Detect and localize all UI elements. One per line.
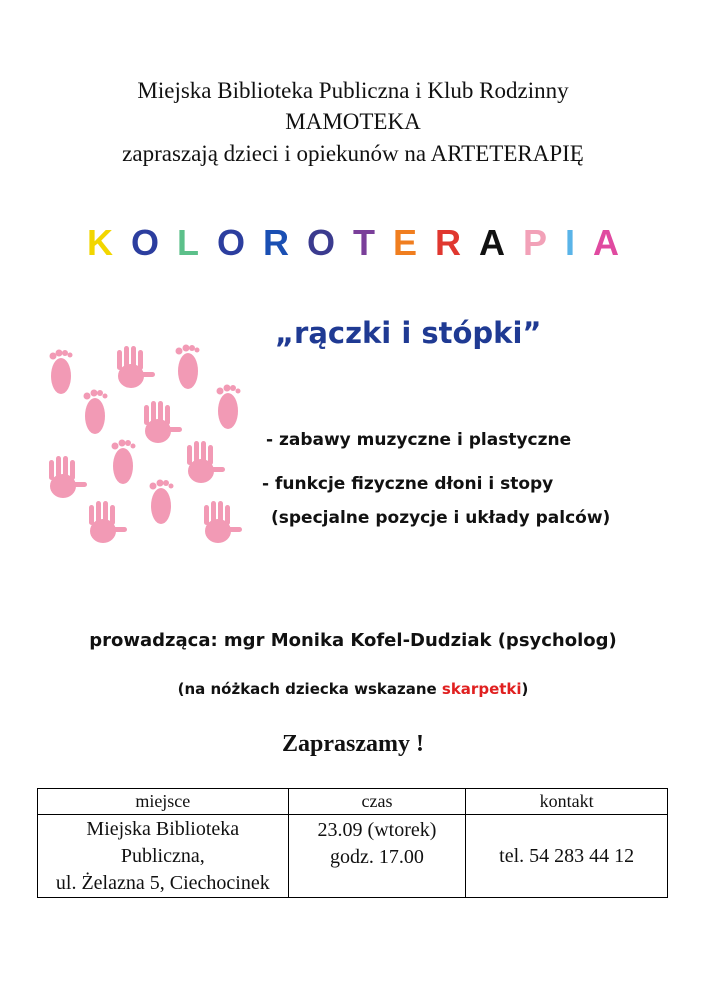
place-line: ul. Żelazna 5, Ciechocinek (55, 871, 270, 894)
time-line: 23.09 (wtorek) (317, 819, 437, 841)
cell-place (38, 815, 289, 898)
note-suffix: ) (521, 680, 529, 698)
socks-note (0, 680, 706, 698)
title-letter: R (262, 222, 289, 263)
handprints-footprints-image (33, 336, 248, 558)
note-highlight: skarpetki (441, 680, 522, 698)
place-line: Miejska Biblioteka (86, 817, 240, 840)
title-letter: L (176, 222, 199, 263)
title-letter: A (593, 222, 620, 263)
title-letter: I (565, 222, 576, 263)
event-details-table (37, 788, 668, 898)
title-koloroterapia (0, 222, 706, 264)
header-time: czas (288, 789, 466, 815)
title-letter: O (130, 222, 159, 263)
header-place: miejsce (38, 789, 289, 815)
cell-time (288, 815, 466, 898)
title-letter: K (86, 222, 113, 263)
header-contact: kontakt (466, 789, 668, 815)
leader-info: prowadząca: mgr Monika Kofel-Dudziak (psycholog) (89, 630, 617, 651)
table-row (38, 815, 668, 898)
title-letter: E (393, 222, 418, 263)
bullet-finger-positions: (specjalne pozycje i układy palców) (271, 508, 611, 528)
header-line-3: zapraszają dzieci i opiekunów na ARTETERAPIĘ (122, 141, 584, 166)
title-letter: P (523, 222, 548, 263)
title-letter: A (479, 222, 506, 263)
cell-contact: tel. 54 283 44 12 (466, 815, 668, 898)
invite-text: Zapraszamy ! (282, 731, 424, 757)
title-letter: O (306, 222, 335, 263)
bullet-music-art: - zabawy muzyczne i plastyczne (266, 430, 572, 450)
title-letter: O (216, 222, 245, 263)
table-header-row (38, 789, 668, 815)
note-prefix: (na nóżkach dziecka wskazane (177, 680, 442, 698)
time-line: godz. 17.00 (330, 846, 424, 868)
title-letter: R (435, 222, 462, 263)
subtitle: „rączki i stópki” (275, 316, 542, 350)
place-line: Publiczna, (120, 844, 205, 867)
bullet-physical-functions: - funkcje fizyczne dłoni i stopy (262, 474, 554, 494)
header-line-2: MAMOTEKA (285, 109, 421, 134)
header-line-1: Miejska Biblioteka Publiczna i Klub Rodzinny (137, 78, 569, 103)
title-letter: T (353, 222, 375, 263)
